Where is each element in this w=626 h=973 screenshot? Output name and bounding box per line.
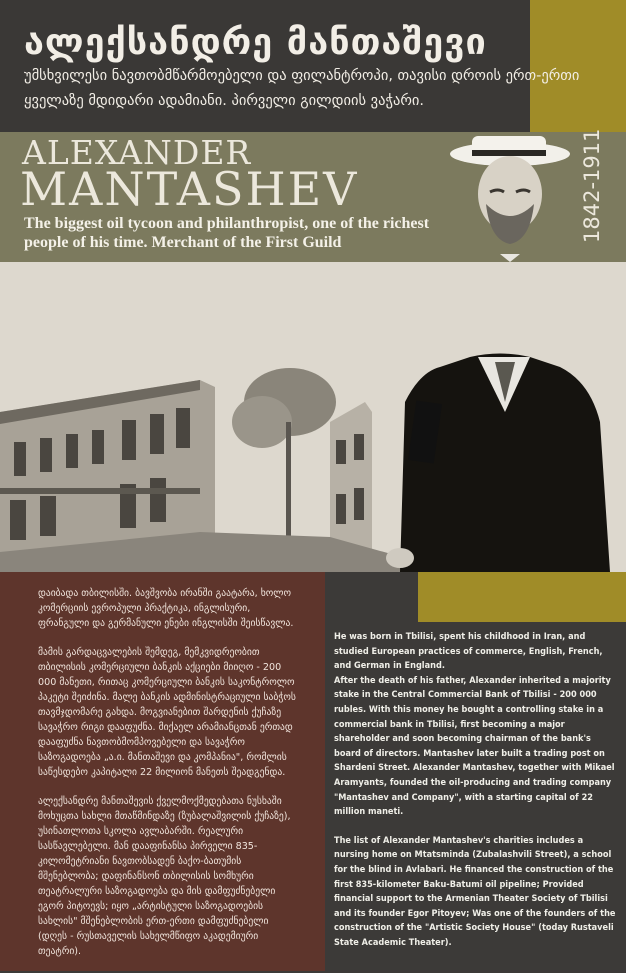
gold-accent-bottom [418,572,626,622]
portrait-head [440,132,580,262]
historic-photo [0,262,626,572]
english-paragraph-2: The list of Alexander Mantashev's charities includes a nursing home on Mtatsminda (Zubalashvili Street), a school for the blind in Avlabari. He financed the construction of the first 835-kilometer Baku-Batumi oil pipeline; Provided financial support to the Armenian Theater Society of Tbilisi and its founder Egor Pitoyev; Was one of the founders of the construction of the "Artistic Society House" (today Rustaveli State Academic Theater). [334,835,616,948]
georgian-paragraph-1: დაიბადა თბილისში. ბავშვობა ირანში გაატარა, ხოლო კომერციის ევროპული პრაქტიკა, ინგლისური, ფრანგული და გერმანული ენები ინგლისში შეისწავლა. [38,588,294,629]
georgian-biography [38,586,300,973]
georgian-paragraph-2: მამის გარდაცვალების შემდეგ, მემკვიდრეობით თბილისის კომერციული ბანკის აქციები მიიღო - 200 000 მანეთი, რითაც კომერციული ბანკის საკონტროლო პაკეტი შეიძინა. მალე ბანკის ადმინისტრაციული საბჭოს თავმჯდომარე გახდა. მოგვიანებით შარდენის ქუჩაზე სავაჭრო რიგი დააფუძნა. მიქაელ არამიანცთან ერთად დააფუძნა ნავთობმომპოვებელი და სავაჭრო საზოგადოება „ა.ი. მანთაშევი და კომპანია", რომლის საწესდებო კაპიტალი 22 მილიონ მანეთს შეადგენდა. [38,647,296,778]
street-scene-image [0,262,626,572]
life-years [576,128,612,245]
english-subtitle: The biggest oil tycoon and philanthropist, one of the richest people of his time. Merchant of the First Guild [24,215,430,251]
georgian-title: ალექსანდრე მანთაშევი [24,22,487,63]
last-name: MANTASHEV [20,162,359,216]
english-biography [334,630,618,964]
english-paragraph-1: He was born in Tbilisi, spent his childhood in Iran, and studied European practices of commerce, English, French, and German in England. After the death of his father, Alexander inherited a majority stake in the Central Commercial Bank of Tbilisi - 200 000 rubles. With this money he bought a controlling stake in a commercial bank in Tbilisi, first becoming a major shareholder and soon becoming chairman of the bank's board of directors. Mantashev later built a trading post on Shardeni Street. Alexander Mantashev, together with Mikael Aramyants, founded the oil-producing and trading company "Mantashev and Company", with a starting capital of 22 million maneti. [334,632,615,818]
georgian-paragraph-3: ალექსანდრე მანთაშევის ქველმოქმედებათა ნუსხაში მოხუცთა სახლი მთაწმინდაზე (ზუბალაშვილის ქუჩაზე), უსინათლოთა სკოლა ავლაბარში. რეალური სასწავლებელი. მან დააფინანსა პირველი 835-კილომეტრიანი ნავთობსადენ ბაქო-ბათუმის მშენებლობა; დაფინანსონ თბილისის სომხური თეატრალური საზოგადოება და მის დამფუძნებელი ეგორ პიტოევს; იყო „არტისტული საზოგადოების სახლის" მშენებლობის ერთ-ერთი დამფუძნებელი (დღეს - რუსთაველის სახელმწიფო აკადემიური თეატრი). [38,796,291,957]
life-years-text: 1842-1911 [580,128,604,243]
georgian-subtitle: უმსხვილესი ნავთობმწარმოებელი და ფილანტროპი, თავისი დროის ერთ-ერთი ყველაზე მდიდარი ადამიანი. პირველი გილდიის ვაჭარი. [24,68,580,109]
first-name: ALEXANDER [22,133,252,172]
